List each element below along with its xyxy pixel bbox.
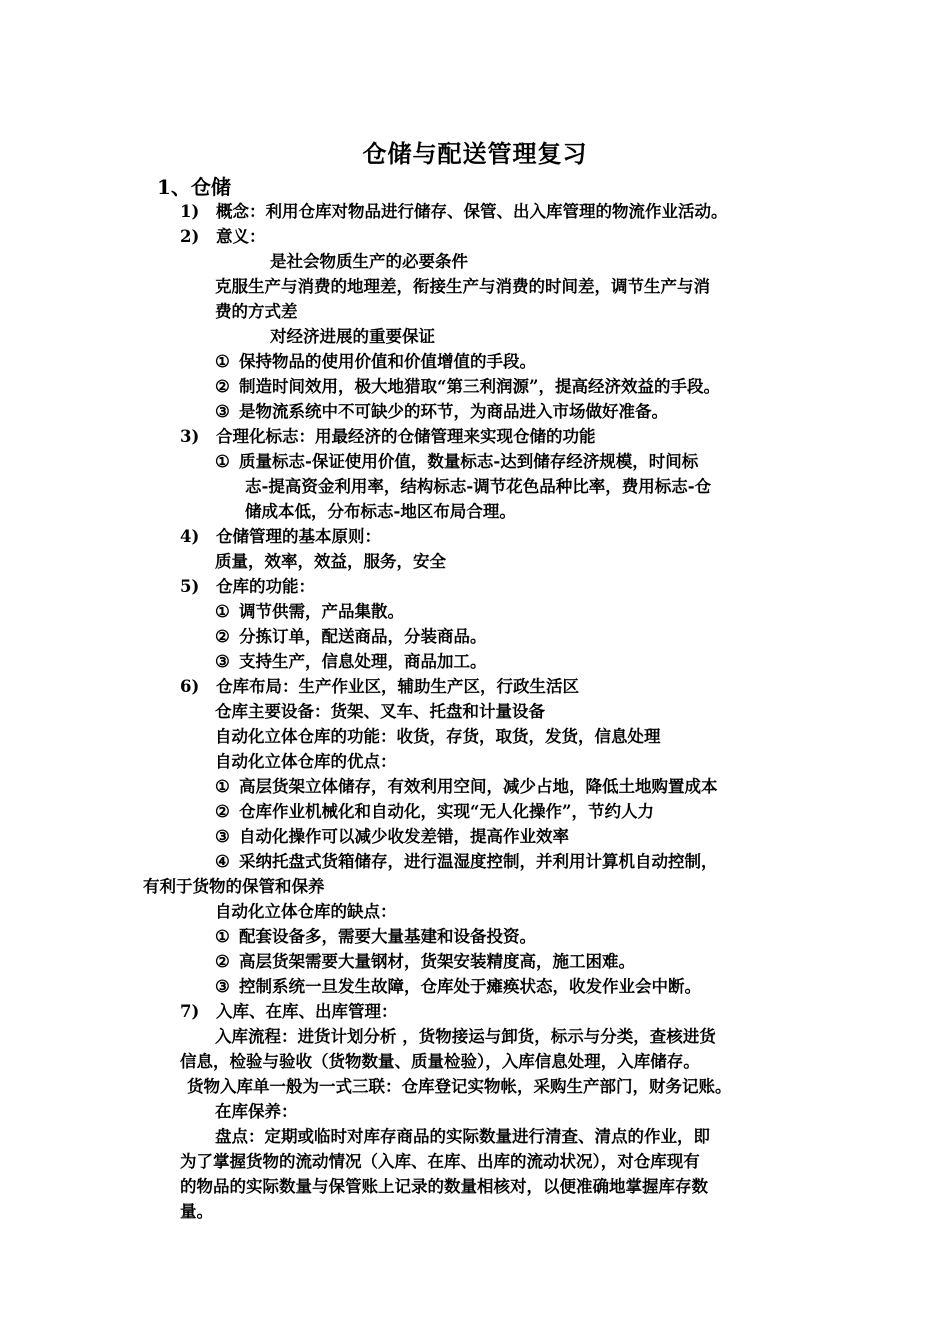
- text-line: [215, 400, 668, 424]
- text-line: [215, 1100, 298, 1124]
- text-line: [215, 1025, 716, 1049]
- text-line: [143, 875, 325, 899]
- text-line: [215, 950, 635, 974]
- text-line: [215, 825, 569, 849]
- circled-number: ①: [215, 452, 230, 471]
- circled-number: ③: [215, 977, 230, 996]
- text-line: [270, 325, 435, 349]
- line-text: 调节供需，产品集散。: [239, 602, 404, 621]
- text-line: [215, 275, 710, 299]
- text-line: [215, 750, 397, 774]
- text-line: [215, 900, 397, 924]
- line-text: 盘点：定期或临时对库存商品的实际数量进行清查、清点的作业，即: [215, 1127, 710, 1146]
- line-text: 的物品的实际数量与保管账上记录的数量相核对，以便准确地掌握库存数: [180, 1177, 708, 1196]
- line-text: 仓库的功能：: [216, 577, 315, 596]
- text-line: [215, 800, 654, 824]
- text-line: [270, 250, 468, 274]
- section-heading: 1、仓储: [157, 175, 231, 199]
- text-line: [180, 675, 579, 699]
- text-line: [215, 850, 718, 874]
- text-line: [215, 975, 701, 999]
- circled-number: ③: [215, 402, 230, 421]
- circled-number: ③: [215, 652, 230, 671]
- line-text: 为了掌握货物的流动情况（入库、在库、出库的流动状况），对仓库现有: [180, 1152, 700, 1171]
- text-line: [180, 200, 728, 224]
- line-text: 采纳托盘式货箱储存，进行温湿度控制，并利用计算机自动控制，: [239, 852, 718, 871]
- text-line: [215, 450, 698, 474]
- text-line: [215, 625, 487, 649]
- line-text: 高层货架需要大量钢材，货架安装精度高，施工困难。: [239, 952, 635, 971]
- line-text: 分拣订单，配送商品，分装商品。: [239, 627, 487, 646]
- text-line: [180, 425, 596, 449]
- line-text: 志-提高资金利用率，结构标志-调节花色品种比率，费用标志-仓: [245, 477, 712, 496]
- text-line: [215, 375, 720, 399]
- list-number: 6): [180, 677, 200, 696]
- line-text: 自动化立体仓库的优点：: [215, 752, 397, 771]
- list-number: 5): [180, 577, 200, 596]
- circled-number: ①: [215, 777, 230, 796]
- text-line: [180, 1150, 700, 1174]
- line-text: 自动化操作可以减少收发差错，提高作业效率: [239, 827, 569, 846]
- line-text: 是物流系统中不可缺少的环节，为商品进入市场做好准备。: [239, 402, 668, 421]
- line-text: 自动化立体仓库的功能：收货，存货，取货，发货，信息处理: [215, 727, 661, 746]
- text-line: [215, 925, 536, 949]
- line-text: 货物入库单一般为一式三联：仓库登记实物帐，采购生产部门，财务记账。: [187, 1077, 732, 1096]
- text-line: [180, 1200, 213, 1224]
- text-line: [245, 475, 711, 499]
- line-text: 质量，效率，效益，服务，安全: [215, 552, 446, 571]
- circled-number: ③: [215, 827, 230, 846]
- text-line: [180, 575, 315, 599]
- line-text: 储成本低，分布标志-地区布局合理。: [245, 502, 516, 521]
- text-line: [215, 350, 536, 374]
- line-text: 有利于货物的保管和保养: [143, 877, 325, 896]
- line-text: 支持生产，信息处理，商品加工。: [239, 652, 487, 671]
- text-line: [215, 725, 661, 749]
- text-line: [180, 1175, 708, 1199]
- text-line: [215, 700, 545, 724]
- line-text: 合理化标志：用最经济的仓储管理来实现仓储的功能: [216, 427, 596, 446]
- line-text: 仓库布局：生产作业区，辅助生产区，行政生活区: [216, 677, 579, 696]
- circled-number: ②: [215, 627, 230, 646]
- circled-number: ②: [215, 952, 230, 971]
- line-text: 在库保养：: [215, 1102, 298, 1121]
- line-text: 费的方式差: [215, 302, 298, 321]
- line-text: 信息，检验与验收（货物数量、质量检验），入库信息处理，入库储存。: [180, 1052, 700, 1071]
- line-text: 是社会物质生产的必要条件: [270, 252, 468, 271]
- text-line: [187, 1075, 732, 1099]
- text-line: [215, 1125, 710, 1149]
- list-number: 7): [180, 1002, 200, 1021]
- line-text: 量。: [180, 1202, 213, 1221]
- circled-number: ④: [215, 852, 230, 871]
- list-number: 2): [180, 227, 200, 246]
- line-text: 质量标志-保证使用价值，数量标志-达到储存经济规模，时间标: [239, 452, 699, 471]
- line-text: 配套设备多，需要大量基建和设备投资。: [239, 927, 536, 946]
- line-text: 意义：: [216, 227, 266, 246]
- list-number: 4): [180, 527, 200, 546]
- text-line: [215, 600, 404, 624]
- line-text: 入库、在库、出库管理：: [216, 1002, 398, 1021]
- line-text: 高层货架立体储存，有效利用空间，减少占地，降低土地购置成本: [239, 777, 718, 796]
- line-text: 仓储管理的基本原则：: [216, 527, 381, 546]
- list-number: 1): [180, 202, 200, 221]
- line-text: 控制系统一旦发生故障，仓库处于瘫痪状态，收发作业会中断。: [239, 977, 701, 996]
- text-line: [215, 775, 718, 799]
- text-line: [215, 300, 298, 324]
- circled-number: ①: [215, 352, 230, 371]
- circled-number: ①: [215, 602, 230, 621]
- circled-number: ②: [215, 802, 230, 821]
- line-text: 自动化立体仓库的缺点：: [215, 902, 397, 921]
- text-line: [245, 500, 516, 524]
- circled-number: ①: [215, 927, 230, 946]
- line-text: 入库流程：进货计划分析 ，货物接运与卸货，标示与分类，查核进货: [215, 1027, 716, 1046]
- line-text: 仓库作业机械化和自动化，实现“无人化操作”，节约人力: [239, 802, 654, 821]
- line-text: 制造时间效用，极大地猎取“第三利润源”，提高经济效益的手段。: [239, 377, 720, 396]
- text-line: [180, 1000, 398, 1024]
- line-text: 概念：利用仓库对物品进行储存、保管、出入库管理的物流作业活动。: [216, 202, 728, 221]
- line-text: 仓库主要设备：货架、叉车、托盘和计量设备: [215, 702, 545, 721]
- text-line: [215, 650, 487, 674]
- line-text: 克服生产与消费的地理差，衔接生产与消费的时间差，调节生产与消: [215, 277, 710, 296]
- page-title: 仓储与配送管理复习: [362, 139, 588, 168]
- line-text: 保持物品的使用价值和价值增值的手段。: [239, 352, 536, 371]
- text-line: [180, 225, 266, 249]
- text-line: [180, 525, 381, 549]
- circled-number: ②: [215, 377, 230, 396]
- list-number: 3): [180, 427, 200, 446]
- line-text: 对经济进展的重要保证: [270, 327, 435, 346]
- text-line: [215, 550, 446, 574]
- text-line: [180, 1050, 700, 1074]
